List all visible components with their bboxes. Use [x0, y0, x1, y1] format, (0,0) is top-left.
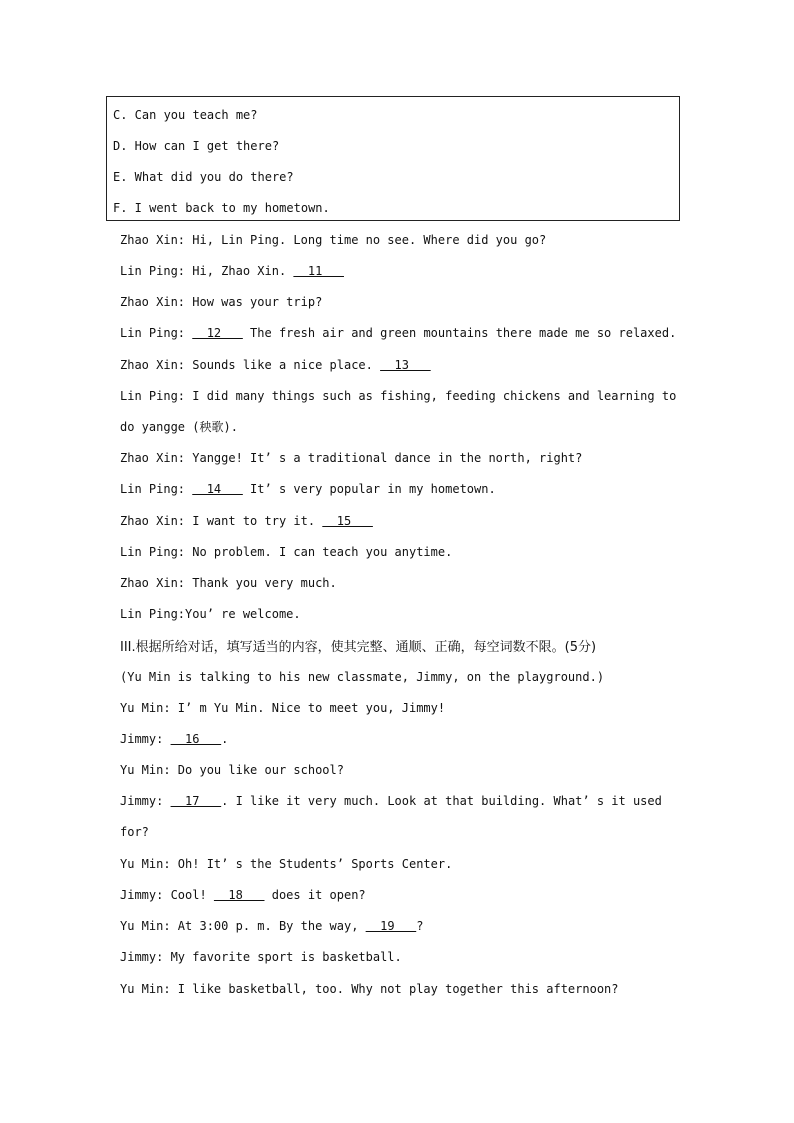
- line-text: It’ s very popular in my hometown.: [242, 482, 496, 496]
- line-text: Jimmy:: [120, 794, 171, 808]
- dialogue-line: [120, 888, 366, 902]
- dialogue-line: do yangge (秧歌).: [120, 420, 238, 434]
- line-text: ?: [416, 919, 424, 933]
- dialogue-line: Zhao Xin: Hi, Lin Ping. Long time no see. Where did you go?: [120, 233, 547, 247]
- dialogue-line: Jimmy: My favorite sport is basketball.: [120, 950, 402, 964]
- dialogue-line: [120, 326, 676, 340]
- line-text: Lin Ping:: [120, 326, 193, 340]
- line-text: Jimmy:: [120, 732, 171, 746]
- line-text: Lin Ping: Hi, Zhao Xin.: [120, 264, 294, 278]
- line-text: Lin Ping:: [120, 482, 193, 496]
- blank-13: 13: [380, 358, 431, 372]
- dialogue-line: Yu Min: Oh! It’ s the Students’ Sports Center.: [120, 857, 453, 871]
- dialogue-line: Yu Min: I’ m Yu Min. Nice to meet you, Jimmy!: [120, 701, 446, 715]
- blank-15: 15: [322, 514, 373, 528]
- option-e: E. What did you do there?: [113, 170, 294, 184]
- dialogue-line: [120, 732, 228, 746]
- line-text: Zhao Xin: I want to try it.: [120, 514, 323, 528]
- line-text: Zhao Xin: Sounds like a nice place.: [120, 358, 381, 372]
- blank-12: 12: [192, 326, 243, 340]
- line-text: Yu Min: At 3:00 p. m. By the way,: [120, 919, 366, 933]
- option-d: D. How can I get there?: [113, 139, 280, 153]
- dialogue-line: [120, 264, 344, 278]
- blank-16: 16: [170, 732, 222, 746]
- dialogue-line: Yu Min: I like basketball, too. Why not play together this afternoon?: [120, 982, 619, 996]
- dialogue-line: Lin Ping:You’ re welcome.: [120, 607, 301, 621]
- dialogue-line: [120, 482, 496, 496]
- section-heading: III.根据所给对话，填写适当的内容，使其完整、通顺、正确，每空词数不限。(5分): [120, 640, 597, 655]
- line-text: does it open?: [264, 888, 366, 902]
- dialogue-line: Yu Min: Do you like our school?: [120, 763, 344, 777]
- blank-19: 19: [365, 919, 417, 933]
- dialogue-line: [120, 358, 431, 372]
- line-text: Jimmy: Cool!: [120, 888, 214, 902]
- option-c: C. Can you teach me?: [113, 108, 258, 122]
- dialogue-line: [120, 794, 662, 808]
- dialogue-line: [120, 919, 423, 933]
- dialogue-line: Zhao Xin: Thank you very much.: [120, 576, 337, 590]
- dialogue-line: Zhao Xin: Yangge! It’ s a traditional dance in the north, right?: [120, 451, 583, 465]
- line-text: The fresh air and green mountains there made me so relaxed.: [242, 326, 677, 340]
- blank-17: 17: [170, 794, 222, 808]
- options-box: [106, 96, 680, 221]
- line-text: .: [221, 732, 229, 746]
- dialogue-line: for?: [120, 825, 149, 839]
- line-text: . I like it very much. Look at that building. What’ s it used: [221, 794, 662, 808]
- blank-14: 14: [192, 482, 243, 496]
- dialogue-line: Lin Ping: No problem. I can teach you anytime.: [120, 545, 453, 559]
- dialogue-line: [120, 514, 373, 528]
- dialogue-line: Lin Ping: I did many things such as fishing, feeding chickens and learning to: [120, 389, 677, 403]
- context-line: (Yu Min is talking to his new classmate, Jimmy, on the playground.): [120, 670, 605, 684]
- blank-11: 11: [293, 264, 344, 278]
- option-f: F. I went back to my hometown.: [113, 201, 330, 215]
- blank-18: 18: [213, 888, 265, 902]
- dialogue-line: Zhao Xin: How was your trip?: [120, 295, 323, 309]
